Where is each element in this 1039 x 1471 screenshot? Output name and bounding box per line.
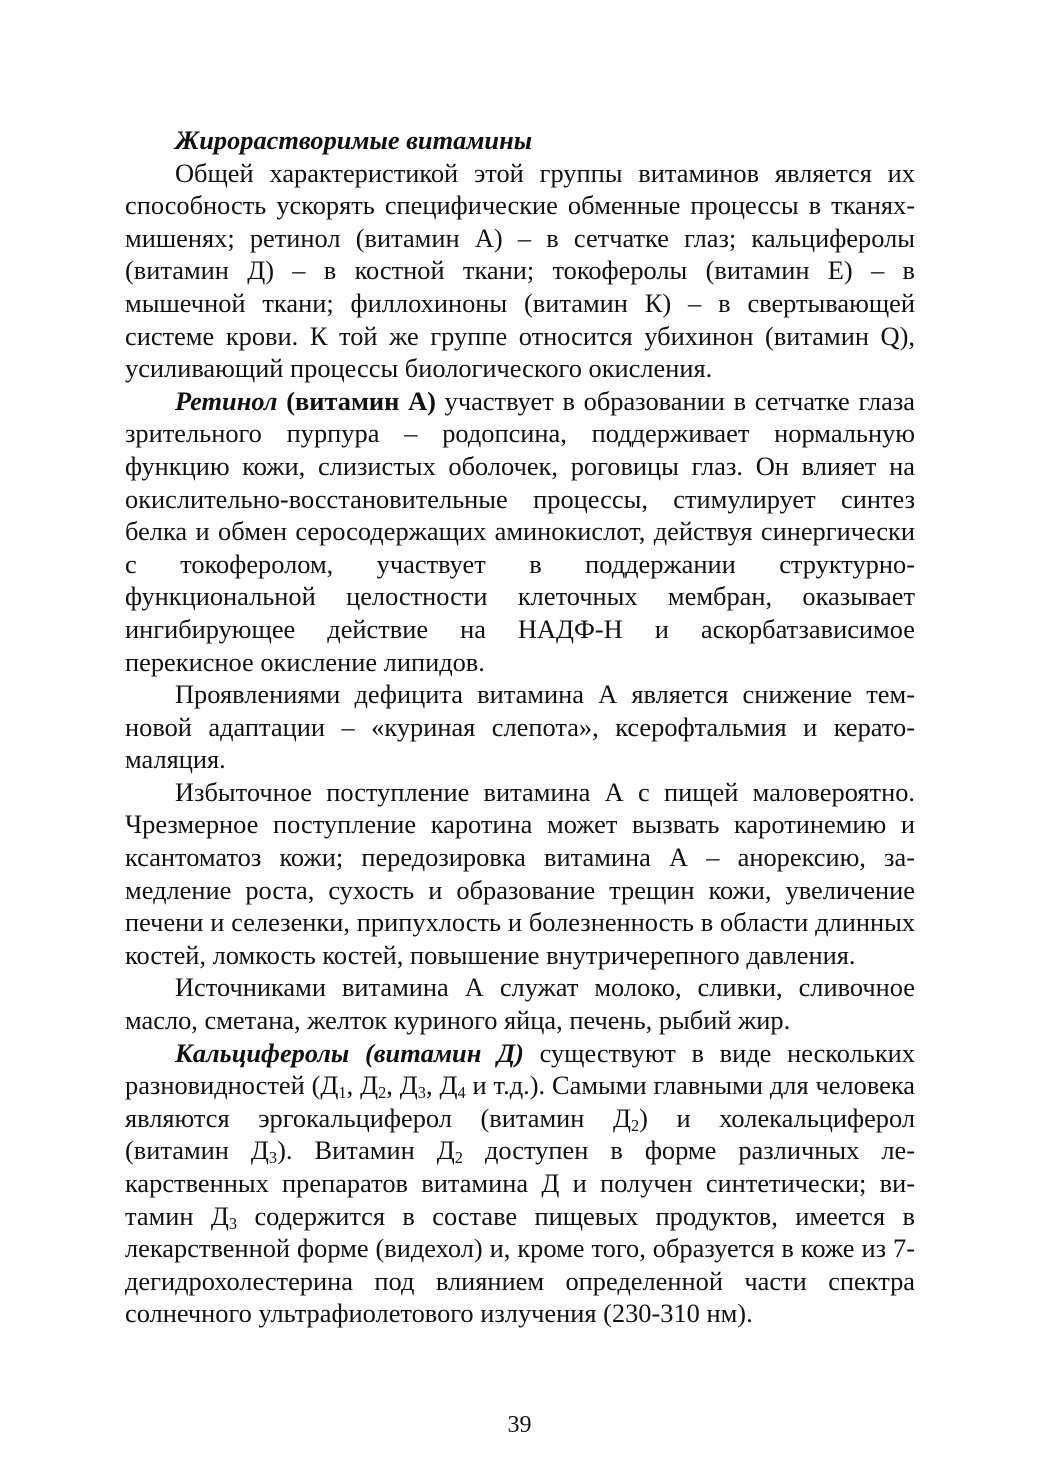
text-run: , Д [425, 1070, 458, 1101]
paragraph-deficiency: Проявлениями дефицита витамина А является снижение темновой адаптации – «куриная слепота», ксерофтальмия и кератомаляция. [125, 679, 915, 775]
subscript: 2 [454, 1148, 463, 1168]
subscript: 2 [630, 1115, 640, 1135]
text-run: ) и холекальциферол (витамин Д [125, 1102, 915, 1166]
text-run: , Д [346, 1070, 379, 1101]
section-heading: Жирорастворимые витамины [175, 125, 533, 155]
page-body [125, 124, 915, 1330]
term-calciferols: Кальциферолы (витамин Д) [175, 1037, 524, 1068]
subscript: 1 [338, 1083, 347, 1103]
paragraph-retinol [125, 385, 915, 678]
term-retinol-paren: (витамин А) [286, 385, 436, 416]
term-retinol: Ретинол [175, 385, 278, 416]
paragraph-sources: Источниками витамина А служат молоко, сливки, сливочное масло, сметана, желток куриного яйца, печень, рыбий жир. [125, 972, 915, 1036]
text-run: содержится в составе пищевых продуктов, имеется в лекарственной форме (видехол) и, кроме того, образуется в коже из 7-дегидрохолестерина под влиянием определенной части спектра солнечного ультрафиолетового излучения (230-310 нм). [125, 1200, 915, 1329]
subscript: 3 [228, 1213, 238, 1233]
subscript: 4 [457, 1083, 466, 1103]
paragraph-calciferols [125, 1037, 915, 1330]
page-number: 39 [507, 1412, 532, 1438]
paragraph-intro: Общей характеристикой этой группы витаминов является их способность ускорять специфические обменные процессы в тканях-мишенях; ретинол (витамин А) – в сетчатке глаз; кальциферолы (витамин Д) – в костной ткани; токоферолы (витамин Е) – в мышечной ткани; филлохиноны (витамин К) – в свертывающей системе крови. К той же группе относится убихинон (витамин Q), усиливающий процессы биологического окисления. [125, 157, 915, 384]
text-run: ). Витамин Д [277, 1135, 455, 1166]
subscript: 3 [417, 1083, 426, 1103]
subscript: 3 [268, 1148, 278, 1168]
text-run: доступен в форме различных лекарственных препаратов витамина Д и получен синтетически; витамин Д [125, 1135, 915, 1231]
text-run: , Д [386, 1070, 418, 1101]
paragraph-retinol-text: участвует в образовании в сетчатке глаза зрительного пурпура – родопсина, поддерживает нормальную функцию кожи, слизистых оболочек, роговицы глаз. Он влияет на окислительно-восстановительные процессы, стимулирует синтез белка и обмен серосодержащих аминокислот, действуя синергически с токоферолом, участвует в поддержании структурно-функциональной целостности клеточных мембран, оказывает ингибирующее действие на НАДФ-Н и аскорбатзависимое перекисное окисление липидов. [125, 385, 915, 677]
subscript: 2 [378, 1083, 387, 1103]
paragraph-excess: Избыточное поступление витамина А с пищей маловероятно. Чрезмерное поступление каротина может вызвать каротинемию и ксантоматоз кожи; передозировка витамина А – анорексию, замедление роста, сухость и образование трещин кожи, увеличение печени и селезенки, припухлость и болезненность в области длинных костей, ломкость костей, повышение внутричерепного давления. [125, 776, 915, 970]
text-run: существуют в виде нескольких разновидностей (Д [125, 1037, 915, 1101]
text-run: и т.д.). Самыми главными для человека являются эргокальциферол (витамин Д [125, 1070, 915, 1133]
